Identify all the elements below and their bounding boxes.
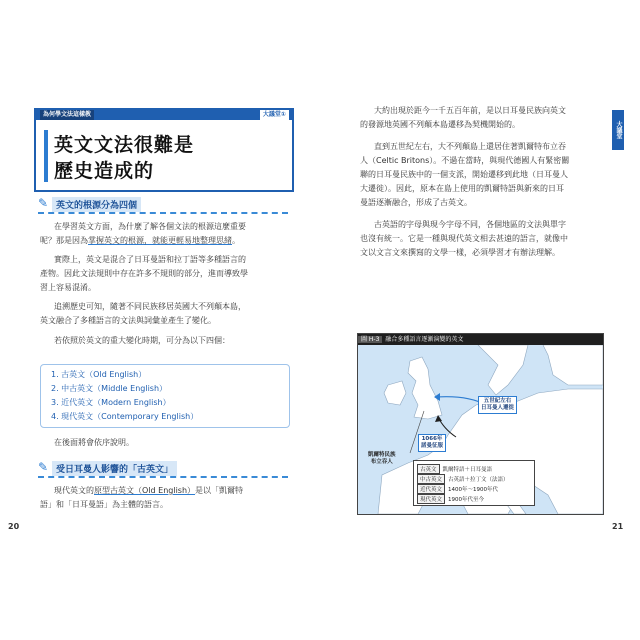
header-tag-right: 大議堂①	[260, 110, 289, 120]
right-page	[320, 0, 640, 640]
section-heading-2	[38, 460, 288, 478]
list-item: 3. 近代英文（Modern English）	[51, 398, 171, 407]
figure-legend	[413, 460, 535, 506]
section-heading-1	[38, 196, 288, 214]
legend-text: 1900年代至今	[448, 497, 485, 503]
figure-caption-text: 融合多種語言逐漸演變的英文	[385, 336, 464, 343]
legend-text: 古英語＋拉丁文（法語）	[448, 477, 509, 483]
page-title-line1: 英文文法很難是	[54, 134, 195, 156]
chapter-side-tab: 大議堂	[612, 110, 624, 150]
para4-line1: 若依照於英文的重大變化時期，可分為以下四個：	[54, 336, 230, 345]
label-norman-conquest	[418, 434, 446, 452]
legend-tag: 中古英文	[417, 474, 445, 484]
para3-line1: 追溯歷史可知，隨著不同民族移居英國大不列顛本島，	[54, 302, 246, 311]
figure-tag: 圖 H-3	[358, 336, 382, 343]
para2-line3: 習上容易混淆。	[40, 283, 96, 292]
period-list	[40, 364, 290, 428]
label-norman-conquest-1: 1066年	[421, 436, 443, 442]
header-tag: 為何學文法這樣教	[40, 110, 94, 120]
para2-line2: 產物。因此文法規則中存在許多不規則的部分，進而導致學	[40, 269, 248, 278]
britain-shape	[408, 357, 442, 419]
para1-line2c: 。	[232, 236, 240, 245]
label-germanic-migration-2: 日耳曼人遷徙	[481, 405, 515, 411]
legend-row	[417, 464, 492, 474]
r-para2-line4: 大遷徙）。因此，原本在島上使用的凱爾特語與新來的日耳	[360, 184, 564, 193]
pencil-icon: ✎	[38, 196, 49, 210]
legend-tag: 現代英文	[417, 494, 445, 504]
para6-emphasis: 原型古英文（Old English）	[94, 486, 196, 495]
r-para2-line1: 直到五世紀左右，大不列顛島上還居住著凱爾特布立吞	[374, 142, 566, 151]
section-heading-1-text: 英文的根源分為四個	[52, 197, 141, 212]
label-norman-conquest-2: 諾曼征服	[421, 443, 444, 449]
legend-text: 凱爾特語＋日耳曼語	[442, 467, 493, 473]
pencil-icon: ✎	[38, 460, 49, 474]
section-heading-2-text: 受日耳曼人影響的「古英文」	[52, 461, 177, 476]
legend-tag: 古英文	[417, 464, 440, 474]
para1-emphasis: 掌握英文的根源，就能更輕易地整理思緒	[88, 236, 232, 245]
list-item: 1. 古英文（Old English）	[51, 370, 147, 379]
label-celts-2: 布立吞人	[370, 459, 393, 465]
r-para3-line2: 也沒有統一。它是一種與現代英文相去甚遠的語言，就像中	[360, 234, 568, 243]
legend-row	[417, 494, 484, 504]
para5: 在後面將會依序說明。	[54, 438, 134, 447]
r-para3-line3: 文以文言文來撰寫的文學一樣，必須學習才有辦法理解。	[360, 248, 560, 257]
page-title-line2: 歷史造成的	[54, 160, 155, 182]
para1-line1: 在學習英文方面，為什麼了解各個文法的根源這麼重要	[54, 222, 246, 231]
page-number-right: 21	[612, 522, 624, 531]
r-para2-line3: 聯的日耳曼民族中的一個支派，開始遷移到此地（日耳曼人	[360, 170, 568, 179]
r-para2-line2: 人（Celtic Britons）。不過在當時，與現代德國人有緊密關	[360, 156, 570, 165]
r-para1-line1: 大約出現於距今一千五百年前，是以日耳曼民族向英文	[374, 106, 566, 115]
ireland-shape	[384, 381, 406, 405]
para6-line1c: 是以「凱爾特	[195, 486, 244, 495]
page-number-left: 20	[8, 522, 20, 531]
scandinavia-shape	[478, 345, 528, 395]
para2-line1: 實際上，英文是混合了日耳曼語和拉丁語等多種語言的	[54, 255, 246, 264]
label-celts	[368, 452, 396, 466]
label-celts-1: 凱爾特民族	[368, 452, 396, 458]
title-accent-bar	[44, 130, 48, 182]
legend-tag: 近代英文	[417, 484, 445, 494]
para6-line1a: 現代英文的	[54, 486, 94, 495]
r-para1-line2: 的發源地英國不列顛本島遷移為契機開始的。	[360, 120, 520, 129]
legend-row	[417, 484, 498, 494]
para6-line2: 語」和「日耳曼語」為主體的語言。	[40, 500, 168, 509]
figure-caption	[358, 334, 603, 345]
para1-line2	[40, 234, 240, 248]
list-item: 2. 中古英文（Middle English）	[51, 384, 168, 393]
r-para2-line5: 曼語逐漸融合，形成了古英文。	[360, 198, 472, 207]
legend-text: 1400年～1900年代	[448, 487, 499, 493]
r-para3-line1: 古英語的字母與現今字母不同，各個地區的文法與單字	[374, 220, 566, 229]
title-box	[34, 108, 294, 192]
finland-shape	[543, 345, 603, 385]
label-germanic-migration-1: 五世紀左右	[483, 398, 512, 404]
legend-row	[417, 474, 509, 484]
label-germanic-migration	[478, 396, 517, 414]
para3-line2: 英文融合了多種語言的文法與詞彙並產生了變化。	[40, 316, 216, 325]
para1-line2a: 呢？那是因為	[40, 236, 88, 245]
para6-line1	[54, 484, 243, 498]
list-item: 4. 現代英文（Contemporary English）	[51, 412, 199, 421]
